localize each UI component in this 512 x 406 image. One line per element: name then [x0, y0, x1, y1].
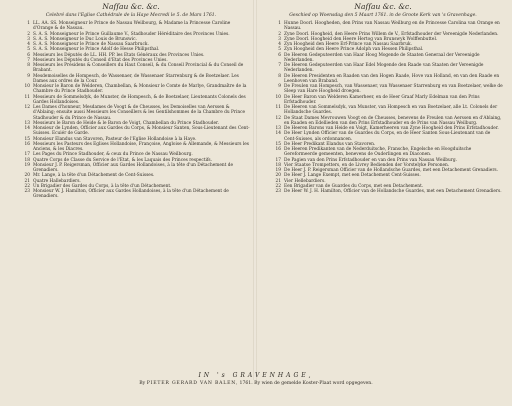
- entry-number: 2: [27, 31, 30, 37]
- entry-text: Les Pages du Prince Stadhouder, & ceux du Prince de Nassau Weilbourg.: [33, 152, 193, 158]
- entry-text: Messieurs les Présidens & Conseillers du Haut Conseil, & du Conseil Provincial & du Conseil de Brabant.: [33, 63, 244, 74]
- entry-number: 22: [24, 183, 30, 189]
- list-item: [12, 126, 250, 137]
- dutch-column: [263, 0, 503, 194]
- french-column-title: Naſſau &c. &c.: [102, 2, 160, 11]
- imprint-place: IN 's GRAVENHAGE,: [198, 372, 314, 379]
- entry-text: De Heer J. P. Reigersman Officier van de Hollandsche Guardes, met een Detachement Grenadiers.: [284, 168, 498, 174]
- french-column: [12, 0, 250, 200]
- dutch-entry-list: [263, 21, 503, 194]
- list-item: [263, 74, 503, 85]
- entry-text: Vier Staatse Trompetters, en de Livrey Bedienden der Vorstelyke Personen.: [284, 162, 450, 168]
- entry-number: 13: [275, 126, 281, 132]
- entry-number: 5: [278, 47, 281, 53]
- entry-text: Mesdemoiselles de Hompesch, de Wassenaer, de Wassenaer Starrenburg & de Boetzelaer. Les Dames aux ordres de la Cour.: [33, 73, 239, 84]
- entry-number: 9: [278, 84, 281, 90]
- list-item: [263, 95, 503, 106]
- page-fold: [253, 0, 257, 380]
- imprint-by: By: [139, 381, 146, 386]
- entry-text: De Heeren Predikanten van de Nederduitsche, Fransche, Engelsche en Hoogduitsche Gereformeerde gemeenten, benevens de Ouderlingen en Diaconen.: [284, 147, 472, 158]
- list-item: [263, 21, 503, 32]
- entry-text: S. A. S. Monseigneur le Prince Guillaume V., Stadhouder Héréditaire des Provinces Unies.: [33, 31, 230, 37]
- french-entry-list: [12, 21, 250, 200]
- entry-number: 10: [275, 94, 281, 100]
- entry-text: De Freulen van Hompesch, van Wassenaer, van Wassenaer Starrenburg en van Boetzelaer, welke de Sleep van Hare Hoogheid droegen.: [284, 84, 503, 95]
- entry-text: S. A. S. Monseigneur le Prince de Nassau Saarbruck.: [33, 42, 149, 48]
- list-item: [12, 95, 250, 106]
- entry-number: 14: [275, 131, 281, 137]
- list-item: [12, 21, 250, 32]
- entry-number: 1: [278, 21, 281, 27]
- list-item: [263, 131, 503, 142]
- entry-number: 8: [278, 73, 281, 79]
- entry-text: Zyne Doorl. Hoogheid den Heere Hertog van Brunswyk Wolffenbuttel.: [284, 36, 438, 42]
- entry-text: Monsieur Elandus van Stavoren, Pasteur de l'Eglise Hollandoise à la Haye.: [33, 136, 197, 142]
- entry-number: 1: [27, 21, 30, 27]
- entry-number: 2: [278, 31, 281, 37]
- entry-number: 20: [24, 173, 30, 179]
- list-item: [263, 189, 503, 194]
- entry-number: 3: [278, 36, 281, 42]
- list-item: [12, 105, 250, 121]
- entry-text: Les Dames d'honneur, Mesdames de Voogt & de Cheusses, les Demoiselles van Aerssen & d'Ablaing; ensuite aussi Messieurs les Conseillers & les Gentilshommes de la Chambre du Prince Stadhouder & du Prince de Nassau.: [33, 105, 246, 121]
- entry-text: Mr. Lange, à la tête d'un Détachement de Cent-Suisses.: [33, 173, 155, 179]
- entry-text: Zyne Doorl. Hoogheid, den Heere Prins Willem de V., Erfstadhouder der Vereenigde Nederlanden.: [284, 31, 499, 37]
- entry-number: 9: [27, 73, 30, 79]
- entry-text: De Heer J. Lange Exempt, met een Detachement Cent-Suisses.: [284, 173, 421, 179]
- entry-text: De Heer Baron van Welderen Kamerheer, en de Heer Graaf Marly Edelman van den Prins Erfstadhouder.: [284, 94, 480, 105]
- entry-number: 3: [27, 36, 30, 42]
- entry-text: Hunne Doorl. Hoogheden, den Prins van Nassau Weilburg en de Princesse Carolina van Orange en Nassau.: [284, 21, 500, 32]
- entry-number: 12: [275, 115, 281, 121]
- entry-number: 20: [275, 173, 281, 179]
- entry-number: 19: [275, 168, 281, 174]
- entry-number: 8: [27, 63, 30, 69]
- list-item: [263, 84, 503, 95]
- entry-text: Un Brigadier des Gardes du Corps, à la tête d'un Détachement.: [33, 183, 172, 189]
- entry-number: 16: [24, 141, 30, 147]
- entry-number: 15: [24, 136, 30, 142]
- entry-text: De Heeren Barons van Heide en Voigt, Kamerheeren van Zyne Hoogheid den Prins Erfstadhouder.: [284, 126, 499, 132]
- list-item: [263, 63, 503, 74]
- dutch-column-title: Naſſau &c. &c.: [354, 2, 412, 11]
- entry-text: LL. AA. SS. Monseigneur le Prince de Nassau Weilbourg, & Madame la Princesse Caroline d'Orange & de Nassau.: [33, 21, 231, 32]
- entry-text: Vier Hellebardiers.: [284, 178, 326, 184]
- entry-text: Quatre Corps de Classe du Service de l'Etat, & les Laquais des Princes respectifs.: [33, 157, 212, 163]
- entry-number: 7: [278, 63, 281, 69]
- list-item: [263, 53, 503, 64]
- entry-number: 15: [275, 141, 281, 147]
- entry-number: 18: [24, 157, 30, 163]
- entry-text: Een Brigadier van de Guardes du Corps, met een Detachement.: [284, 183, 424, 189]
- imprint-printer: PIETER GERARD VAN BALEN,: [146, 381, 239, 386]
- entry-text: De Pagien van den Prins Erfstadhouder en van den Prins van Nassau Weilburg.: [284, 157, 457, 163]
- entry-number: 13: [24, 120, 30, 126]
- entry-text: Zyn Hoogheid den Heere Erf-Prince van Nassau Saarbruk.: [284, 42, 412, 48]
- entry-number: 6: [278, 52, 281, 58]
- entry-text: De Staat Dames Mevrouwen Voogt en de Cheusses, benevens de Freulen van Aerssen en d'Ablaing, en Raaden en Edellieden van den Prins Erfstadhouder en de Prins van Nassau Weilburg.: [284, 115, 502, 126]
- entry-number: 10: [24, 84, 30, 90]
- list-item: [12, 74, 250, 85]
- list-item: [12, 189, 250, 200]
- entry-number: 18: [275, 162, 281, 168]
- entry-text: Messieurs le Baron de Heide & le Baron de Voigt, Chambellan du Prince Stadhouder.: [33, 120, 219, 126]
- entry-number: 11: [24, 94, 30, 100]
- entry-text: Messieurs les Députés du Conseil d'Etat des Provinces Unies.: [33, 57, 168, 63]
- entry-text: Messieurs de Sommelsdyk, de Munster, de Hompesch, & de Boetzelaer, Lieutenants Colonels des Gardes Hollandoises.: [33, 94, 246, 105]
- list-item: [12, 142, 250, 153]
- entry-text: De Heeren Gedeputeerden van Haar Hoog Mogende de Staaten Generaal der Vereenigde Nederlanden.: [284, 52, 480, 63]
- entry-text: Monsieur le Baron de Welderen, Chambellan, & Monsieur le Comte de Marlye, Grandmaître de la Chambre du Prince Stadhouder.: [33, 84, 247, 95]
- entry-text: Messieurs les Députés de LL. HH. PP. les Etats Généraux des Provinces Unies.: [33, 52, 205, 58]
- entry-text: Zyn Hoogheid den Heere Prince Adolph van Hessen Philipsthal.: [284, 47, 424, 53]
- entry-number: 5: [27, 47, 30, 53]
- entry-text: De Heeren Presidenten en Raaden van den Hogen Raade, Hove van Holland, en van den Raade en Leenhoven van Braband.: [284, 73, 500, 84]
- entry-number: 23: [275, 189, 281, 195]
- entry-number: 17: [275, 157, 281, 163]
- entry-text: S. A. S. Monseigneur le Duc Louis de Brunswic.: [33, 36, 137, 42]
- entry-number: 11: [275, 105, 281, 111]
- entry-number: 14: [24, 126, 30, 132]
- entry-text: Messieurs les Pasteurs des Eglises Hollandoise, Françoise, Angloise & Allemande, & Messieurs les Anciens, & les Diacres.: [33, 141, 249, 153]
- french-column-subtitle: Celebré dans l'Eglise Cathédrale de la Haye Mecredi le 5. de Mars 1761.: [45, 13, 217, 18]
- entry-text: De Heer Predikant Elandus van Stavoren.: [284, 141, 376, 147]
- list-item: [263, 116, 503, 127]
- entry-number: 22: [275, 183, 281, 189]
- imprint-line: [0, 381, 512, 386]
- entry-number: 4: [27, 42, 30, 48]
- entry-text: Monsieur W. J. Hamilton, Officier aux Gardes Hollandoises, à la tête d'un Détachement de Grenadiers.: [33, 189, 229, 200]
- entry-number: 6: [27, 52, 30, 58]
- list-item: [263, 105, 503, 116]
- entry-number: 16: [275, 147, 281, 153]
- list-item: [12, 84, 250, 95]
- entry-number: 17: [24, 152, 30, 158]
- entry-text: De Heer Lynden Officier van de Guardes du Corps, en de Heer Santen Sous-Lieutenant van de Cent-Suisses, als ordonnancen.: [284, 131, 491, 142]
- list-item: [12, 63, 250, 74]
- dutch-column-subtitle: Geschied op Woensdag den 5 Maart 1761. in de Groote Kerk van 's Gravenhage.: [289, 13, 477, 18]
- entry-number: 21: [275, 178, 281, 184]
- entry-text: De Heeren van Sommelsdyk, van Munster, van Hompesch en van Boetzelaer, alle Lt. Colonels der Hollandsche Guardes.: [284, 105, 498, 116]
- imprint-year: 1761.: [239, 381, 253, 386]
- entry-text: Monsieur J. P. Reigersman, Officier aux Gardes Hollandoises, à la tête d'un Détachement de Grenadiers.: [33, 162, 234, 174]
- entry-text: De Heer W. J. H. Hamilton, Officier van de Hollandsche Guardes, met een Detachement Grenadiers.: [284, 189, 502, 195]
- entry-number: 21: [24, 178, 30, 184]
- entry-number: 23: [24, 189, 30, 195]
- list-item: [12, 163, 250, 174]
- entry-text: Monsieur de Lynden, Officier aux Gardes du Corps, & Monsieur Santen, Sous-Lieutenant des Cent-Suisses. Ecuiér de Garde.: [33, 126, 250, 137]
- entry-text: De Heeren Gedeputeerden van Haar Edel Mogende den Raade van Staaten der Vereenigde Nederlanden.: [284, 63, 484, 74]
- entry-text: S. A. S. Monseigneur le Prince Adolf de Hesse Philipsthal.: [33, 47, 160, 53]
- entry-number: 7: [27, 57, 30, 63]
- list-item: [263, 147, 503, 158]
- entry-number: 4: [278, 42, 281, 48]
- entry-number: 12: [24, 105, 30, 111]
- entry-text: Quatre Hallebardiers.: [33, 178, 81, 184]
- entry-number: 19: [24, 162, 30, 168]
- imprint-note: By wien de gemelde Koster-Plaat word opgegeven.: [254, 381, 373, 386]
